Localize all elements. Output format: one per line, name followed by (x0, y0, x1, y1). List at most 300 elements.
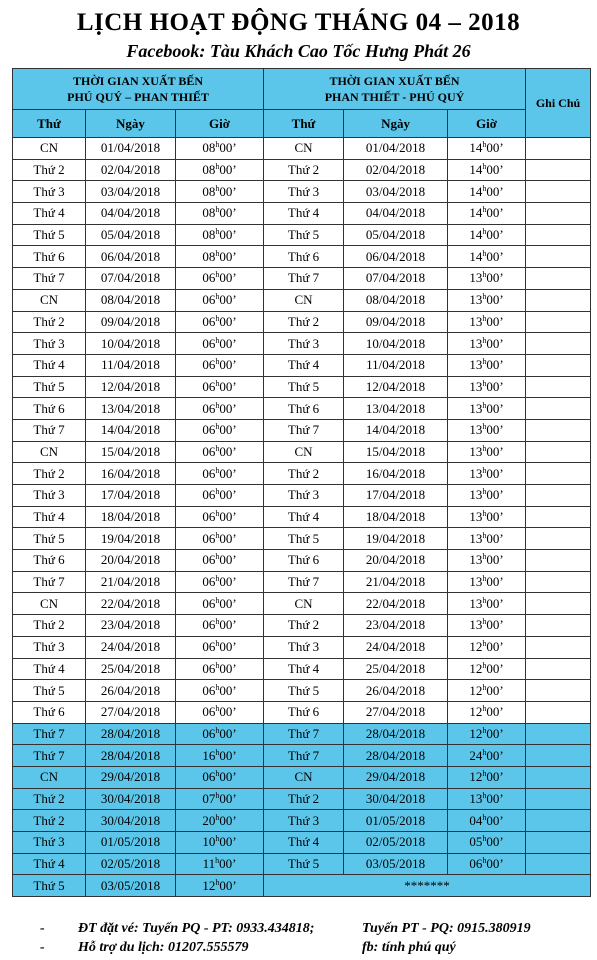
day-pt-pq: Thứ 7 (264, 745, 344, 767)
date-pt-pq: 09/04/2018 (344, 311, 448, 333)
time-pt-pq-minute: 00’ (486, 443, 504, 459)
note-cell (526, 354, 591, 376)
time-pt-pq-hour: 13 (469, 530, 483, 546)
date-pq-pt: 28/04/2018 (86, 723, 176, 745)
time-pt-pq-minute: 00’ (486, 574, 504, 590)
time-pt-pq (448, 441, 526, 463)
time-pt-pq (448, 419, 526, 441)
time-pq-pt-h-mark: h (215, 812, 220, 822)
time-pt-pq (448, 810, 526, 832)
day-pt-pq: Thứ 4 (264, 658, 344, 680)
day-pt-pq: Thứ 4 (264, 832, 344, 854)
date-pt-pq: 22/04/2018 (344, 593, 448, 615)
time-pt-pq-minute: 00’ (486, 617, 504, 633)
date-pt-pq: 28/04/2018 (344, 723, 448, 745)
table-row (13, 398, 591, 420)
table-row (13, 441, 591, 463)
header-group-pq-pt-line1: THỜI GIAN XUẤT BẾN (72, 74, 204, 88)
date-pq-pt: 14/04/2018 (86, 419, 176, 441)
time-pt-pq-minute: 00’ (486, 769, 504, 785)
date-pt-pq: 11/04/2018 (344, 354, 448, 376)
time-pt-pq-minute: 00’ (486, 227, 504, 243)
date-pq-pt: 02/04/2018 (86, 159, 176, 181)
time-pq-pt-minute: 00’ (219, 552, 237, 568)
time-pt-pq (448, 593, 526, 615)
time-pq-pt-h-mark: h (215, 357, 220, 367)
time-pq-pt-hour: 08 (202, 205, 216, 221)
time-pq-pt-minute: 00’ (219, 747, 237, 763)
time-pq-pt-h-mark: h (215, 443, 220, 453)
time-pt-pq (448, 766, 526, 788)
time-pq-pt (176, 593, 264, 615)
table-row (13, 788, 591, 810)
header-date-1: Ngày (86, 110, 176, 138)
time-pq-pt-minute: 00’ (219, 812, 237, 828)
time-pq-pt-minute: 00’ (219, 335, 237, 351)
note-cell (526, 615, 591, 637)
date-pq-pt: 01/05/2018 (86, 832, 176, 854)
time-pq-pt-hour: 06 (202, 378, 216, 394)
date-pt-pq: 17/04/2018 (344, 485, 448, 507)
header-group-pt-pq (264, 69, 526, 110)
day-pq-pt: CN (13, 289, 86, 311)
time-pt-pq-h-mark: h (482, 530, 487, 540)
time-pq-pt (176, 832, 264, 854)
date-pq-pt: 25/04/2018 (86, 658, 176, 680)
time-pt-pq (448, 138, 526, 160)
day-pt-pq: Thứ 2 (264, 788, 344, 810)
day-pq-pt: Thứ 3 (13, 181, 86, 203)
time-pt-pq-hour: 12 (469, 639, 483, 655)
time-pt-pq (448, 289, 526, 311)
time-pq-pt-h-mark: h (215, 248, 220, 258)
note-cell (526, 441, 591, 463)
time-pt-pq-h-mark: h (482, 812, 487, 822)
note-cell (526, 550, 591, 572)
date-pq-pt: 06/04/2018 (86, 246, 176, 268)
note-cell (526, 224, 591, 246)
time-pt-pq-minute: 00’ (486, 704, 504, 720)
table-row (13, 354, 591, 376)
time-pt-pq (448, 333, 526, 355)
day-pq-pt: Thứ 5 (13, 680, 86, 702)
time-pq-pt-hour: 06 (202, 313, 216, 329)
time-pt-pq-minute: 00’ (486, 834, 504, 850)
day-pt-pq: Thứ 5 (264, 528, 344, 550)
date-pt-pq: 02/05/2018 (344, 832, 448, 854)
date-pq-pt: 12/04/2018 (86, 376, 176, 398)
table-row (13, 550, 591, 572)
date-pt-pq: 18/04/2018 (344, 506, 448, 528)
time-pq-pt-minute: 00’ (219, 422, 237, 438)
day-pq-pt: Thứ 4 (13, 658, 86, 680)
time-pt-pq (448, 203, 526, 225)
time-pq-pt-minute: 00’ (219, 725, 237, 741)
header-note: Ghi Chú (526, 69, 591, 138)
time-pq-pt (176, 875, 264, 897)
time-pt-pq-hour: 13 (469, 422, 483, 438)
date-pt-pq: 25/04/2018 (344, 658, 448, 680)
time-pq-pt-hour: 06 (202, 574, 216, 590)
time-pq-pt-hour: 06 (202, 292, 216, 308)
time-pt-pq-hour: 13 (469, 509, 483, 525)
time-pq-pt-minute: 00’ (219, 660, 237, 676)
time-pq-pt-minute: 00’ (219, 509, 237, 525)
time-pq-pt-minute: 00’ (219, 248, 237, 264)
table-row (13, 376, 591, 398)
time-pt-pq-minute: 00’ (486, 725, 504, 741)
table-row (13, 853, 591, 875)
time-pq-pt-minute: 00’ (219, 313, 237, 329)
date-pt-pq: 01/05/2018 (344, 810, 448, 832)
date-pt-pq: 02/04/2018 (344, 159, 448, 181)
time-pq-pt-hour: 08 (202, 183, 216, 199)
note-cell (526, 680, 591, 702)
note-cell (526, 832, 591, 854)
time-pt-pq (448, 311, 526, 333)
time-pq-pt-minute: 00’ (219, 465, 237, 481)
time-pq-pt (176, 463, 264, 485)
time-pt-pq (448, 680, 526, 702)
page-subtitle: Facebook: Tàu Khách Cao Tốc Hưng Phát 26 (126, 41, 471, 61)
time-pt-pq-minute: 00’ (486, 465, 504, 481)
time-pt-pq-hour: 13 (469, 790, 483, 806)
time-pq-pt (176, 788, 264, 810)
table-row (13, 701, 591, 723)
time-pq-pt-h-mark: h (215, 335, 220, 345)
note-cell (526, 506, 591, 528)
date-pt-pq: 03/05/2018 (344, 853, 448, 875)
time-pt-pq-h-mark: h (482, 704, 487, 714)
time-pt-pq (448, 268, 526, 290)
time-pt-pq (448, 658, 526, 680)
time-pq-pt-minute: 00’ (219, 162, 237, 178)
day-pq-pt: Thứ 2 (13, 463, 86, 485)
time-pq-pt-hour: 06 (202, 639, 216, 655)
time-pq-pt-minute: 00’ (219, 769, 237, 785)
note-cell (526, 636, 591, 658)
time-pq-pt-h-mark: h (215, 834, 220, 844)
time-pq-pt-minute: 00’ (219, 227, 237, 243)
table-row (13, 333, 591, 355)
time-pq-pt-minute: 00’ (219, 443, 237, 459)
time-pq-pt-hour: 12 (202, 877, 216, 893)
time-pq-pt-minute: 00’ (219, 270, 237, 286)
time-pq-pt (176, 571, 264, 593)
time-pq-pt-h-mark: h (215, 422, 220, 432)
date-pt-pq: 01/04/2018 (344, 138, 448, 160)
date-pt-pq: 26/04/2018 (344, 680, 448, 702)
time-pq-pt (176, 268, 264, 290)
day-pq-pt: Thứ 6 (13, 246, 86, 268)
time-pq-pt (176, 810, 264, 832)
table-row (13, 528, 591, 550)
header-date-2: Ngày (344, 110, 448, 138)
time-pq-pt-minute: 00’ (219, 140, 237, 156)
time-pt-pq-minute: 00’ (486, 682, 504, 698)
date-pt-pq: 27/04/2018 (344, 701, 448, 723)
time-pt-pq-h-mark: h (482, 509, 487, 519)
table-row (13, 289, 591, 311)
note-cell (526, 745, 591, 767)
time-pt-pq-minute: 00’ (486, 292, 504, 308)
time-pt-pq-hour: 13 (469, 595, 483, 611)
day-pq-pt: Thứ 7 (13, 571, 86, 593)
time-pq-pt (176, 636, 264, 658)
time-pt-pq-minute: 00’ (486, 660, 504, 676)
time-pq-pt-hour: 06 (202, 530, 216, 546)
footer-phone-pq-pt: ĐT đặt vé: Tuyến PQ - PT: 0933.434818; (78, 921, 315, 936)
header-day-2: Thứ (264, 110, 344, 138)
time-pt-pq-minute: 00’ (486, 313, 504, 329)
time-pt-pq-minute: 00’ (486, 487, 504, 503)
time-pq-pt (176, 506, 264, 528)
time-pq-pt-h-mark: h (215, 574, 220, 584)
date-pq-pt: 03/05/2018 (86, 875, 176, 897)
time-pq-pt-h-mark: h (215, 400, 220, 410)
table-row (13, 485, 591, 507)
time-pq-pt (176, 333, 264, 355)
table-row (13, 463, 591, 485)
time-pq-pt-h-mark: h (215, 660, 220, 670)
time-pq-pt-hour: 08 (202, 140, 216, 156)
time-pq-pt-h-mark: h (215, 639, 220, 649)
time-pt-pq-hour: 12 (469, 769, 483, 785)
date-pq-pt: 16/04/2018 (86, 463, 176, 485)
date-pt-pq: 10/04/2018 (344, 333, 448, 355)
footer-line-1 (40, 921, 531, 937)
day-pt-pq: Thứ 2 (264, 159, 344, 181)
table-row (13, 311, 591, 333)
day-pq-pt: Thứ 5 (13, 875, 86, 897)
time-pt-pq-hour: 12 (469, 725, 483, 741)
time-pq-pt-minute: 00’ (219, 617, 237, 633)
day-pq-pt: Thứ 7 (13, 723, 86, 745)
day-pt-pq: CN (264, 766, 344, 788)
date-pq-pt: 23/04/2018 (86, 615, 176, 637)
day-pt-pq: Thứ 7 (264, 723, 344, 745)
time-pq-pt-hour: 20 (202, 812, 216, 828)
day-pq-pt: Thứ 5 (13, 376, 86, 398)
time-pt-pq-hour: 14 (469, 183, 483, 199)
time-pt-pq-hour: 13 (469, 292, 483, 308)
time-pt-pq (448, 745, 526, 767)
day-pq-pt: CN (13, 138, 86, 160)
time-pq-pt-h-mark: h (215, 595, 220, 605)
day-pt-pq: Thứ 7 (264, 419, 344, 441)
time-pq-pt (176, 376, 264, 398)
time-pq-pt-h-mark: h (215, 617, 220, 627)
date-pt-pq: 30/04/2018 (344, 788, 448, 810)
note-cell (526, 311, 591, 333)
date-pt-pq: 08/04/2018 (344, 289, 448, 311)
schedule-table (12, 68, 591, 897)
day-pt-pq: Thứ 3 (264, 485, 344, 507)
day-pt-pq: Thứ 6 (264, 398, 344, 420)
date-pq-pt: 28/04/2018 (86, 745, 176, 767)
time-pq-pt-hour: 06 (202, 335, 216, 351)
day-pt-pq: CN (264, 289, 344, 311)
note-cell (526, 246, 591, 268)
date-pq-pt: 15/04/2018 (86, 441, 176, 463)
time-pt-pq (448, 398, 526, 420)
note-cell (526, 268, 591, 290)
time-pt-pq-hour: 06 (469, 856, 483, 872)
time-pt-pq-minute: 00’ (486, 747, 504, 763)
time-pt-pq-h-mark: h (482, 443, 487, 453)
header-group-pt-pq-line1: THỜI GIAN XUẤT BẾN (329, 74, 460, 88)
day-pt-pq: CN (264, 593, 344, 615)
date-pt-pq: 21/04/2018 (344, 571, 448, 593)
time-pq-pt (176, 441, 264, 463)
day-pt-pq: Thứ 4 (264, 354, 344, 376)
table-row (13, 680, 591, 702)
time-pq-pt-hour: 06 (202, 595, 216, 611)
time-pt-pq (448, 832, 526, 854)
time-pq-pt-hour: 08 (202, 227, 216, 243)
day-pt-pq: Thứ 5 (264, 376, 344, 398)
date-pt-pq: 04/04/2018 (344, 203, 448, 225)
time-pq-pt-hour: 06 (202, 465, 216, 481)
time-pt-pq-minute: 00’ (486, 639, 504, 655)
header-time-1: Giờ (176, 110, 264, 138)
date-pt-pq: 12/04/2018 (344, 376, 448, 398)
date-pt-pq: 06/04/2018 (344, 246, 448, 268)
time-pt-pq-hour: 24 (469, 747, 483, 763)
date-pq-pt: 08/04/2018 (86, 289, 176, 311)
time-pt-pq-minute: 00’ (486, 530, 504, 546)
time-pt-pq-h-mark: h (482, 725, 487, 735)
day-pq-pt: Thứ 2 (13, 159, 86, 181)
time-pq-pt-h-mark: h (215, 682, 220, 692)
time-pt-pq-minute: 00’ (486, 422, 504, 438)
table-row (13, 571, 591, 593)
time-pt-pq-h-mark: h (482, 747, 487, 757)
note-cell (526, 701, 591, 723)
time-pt-pq-minute: 00’ (486, 248, 504, 264)
time-pq-pt (176, 615, 264, 637)
day-pq-pt: Thứ 2 (13, 311, 86, 333)
table-row (13, 203, 591, 225)
time-pq-pt-hour: 06 (202, 270, 216, 286)
time-pq-pt-h-mark: h (215, 877, 220, 887)
time-pq-pt (176, 419, 264, 441)
time-pt-pq-minute: 00’ (486, 183, 504, 199)
time-pt-pq-h-mark: h (482, 248, 487, 258)
note-cell (526, 398, 591, 420)
time-pq-pt-h-mark: h (215, 465, 220, 475)
time-pt-pq-minute: 00’ (486, 378, 504, 394)
time-pt-pq-h-mark: h (482, 639, 487, 649)
date-pq-pt: 22/04/2018 (86, 593, 176, 615)
time-pq-pt-hour: 16 (202, 747, 216, 763)
day-pt-pq: Thứ 6 (264, 550, 344, 572)
day-pt-pq: Thứ 3 (264, 181, 344, 203)
footer-facebook: fb: tính phú quý (362, 940, 456, 955)
time-pt-pq-h-mark: h (482, 270, 487, 280)
date-pq-pt: 01/04/2018 (86, 138, 176, 160)
date-pt-pq: 20/04/2018 (344, 550, 448, 572)
time-pt-pq-h-mark: h (482, 660, 487, 670)
day-pt-pq: Thứ 6 (264, 246, 344, 268)
date-pq-pt: 24/04/2018 (86, 636, 176, 658)
day-pq-pt: Thứ 4 (13, 506, 86, 528)
date-pt-pq: 16/04/2018 (344, 463, 448, 485)
time-pt-pq-minute: 00’ (486, 335, 504, 351)
time-pq-pt-hour: 06 (202, 769, 216, 785)
time-pq-pt-hour: 08 (202, 162, 216, 178)
time-pt-pq-h-mark: h (482, 205, 487, 215)
date-pq-pt: 30/04/2018 (86, 788, 176, 810)
time-pt-pq-hour: 12 (469, 704, 483, 720)
time-pq-pt-hour: 06 (202, 725, 216, 741)
table-row (13, 615, 591, 637)
time-pq-pt-hour: 06 (202, 509, 216, 525)
time-pt-pq-hour: 13 (469, 378, 483, 394)
date-pq-pt: 13/04/2018 (86, 398, 176, 420)
time-pt-pq-hour: 13 (469, 313, 483, 329)
page-title: LỊCH HOẠT ĐỘNG THÁNG 04 – 2018 (76, 9, 521, 36)
time-pt-pq-minute: 00’ (486, 357, 504, 373)
time-pt-pq (448, 159, 526, 181)
note-cell (526, 810, 591, 832)
time-pq-pt-minute: 00’ (219, 877, 237, 893)
footer-support: Hỗ trợ du lịch: 01207.555579 (78, 940, 249, 955)
time-pt-pq-hour: 13 (469, 617, 483, 633)
time-pt-pq-h-mark: h (482, 856, 487, 866)
date-pq-pt: 17/04/2018 (86, 485, 176, 507)
date-pt-pq: 19/04/2018 (344, 528, 448, 550)
day-pt-pq: Thứ 3 (264, 333, 344, 355)
day-pq-pt: Thứ 3 (13, 636, 86, 658)
footer-line-2 (40, 940, 456, 956)
time-pt-pq-minute: 00’ (486, 812, 504, 828)
table-row (13, 723, 591, 745)
time-pq-pt-h-mark: h (215, 227, 220, 237)
time-pq-pt-hour: 06 (202, 660, 216, 676)
time-pt-pq-hour: 14 (469, 140, 483, 156)
time-pt-pq-h-mark: h (482, 422, 487, 432)
time-pq-pt-hour: 06 (202, 552, 216, 568)
time-pt-pq-h-mark: h (482, 552, 487, 562)
time-pq-pt-h-mark: h (215, 205, 220, 215)
time-pt-pq-hour: 13 (469, 574, 483, 590)
note-cell (526, 333, 591, 355)
time-pq-pt-h-mark: h (215, 530, 220, 540)
date-pq-pt: 27/04/2018 (86, 701, 176, 723)
day-pt-pq: Thứ 5 (264, 853, 344, 875)
time-pq-pt-h-mark: h (215, 292, 220, 302)
time-pq-pt-minute: 00’ (219, 487, 237, 503)
day-pq-pt: Thứ 7 (13, 745, 86, 767)
note-cell (526, 419, 591, 441)
day-pt-pq: Thứ 4 (264, 506, 344, 528)
time-pq-pt-minute: 00’ (219, 292, 237, 308)
day-pt-pq: Thứ 5 (264, 680, 344, 702)
note-cell (526, 658, 591, 680)
table-row (13, 159, 591, 181)
table-row (13, 506, 591, 528)
time-pq-pt (176, 138, 264, 160)
day-pt-pq: CN (264, 441, 344, 463)
time-pt-pq (448, 485, 526, 507)
note-cell (526, 853, 591, 875)
header-group-pt-pq-line2: PHAN THIẾT - PHÚ QUÝ (324, 90, 465, 104)
time-pt-pq-hour: 12 (469, 660, 483, 676)
note-cell (526, 289, 591, 311)
time-pt-pq (448, 506, 526, 528)
time-pt-pq (448, 463, 526, 485)
